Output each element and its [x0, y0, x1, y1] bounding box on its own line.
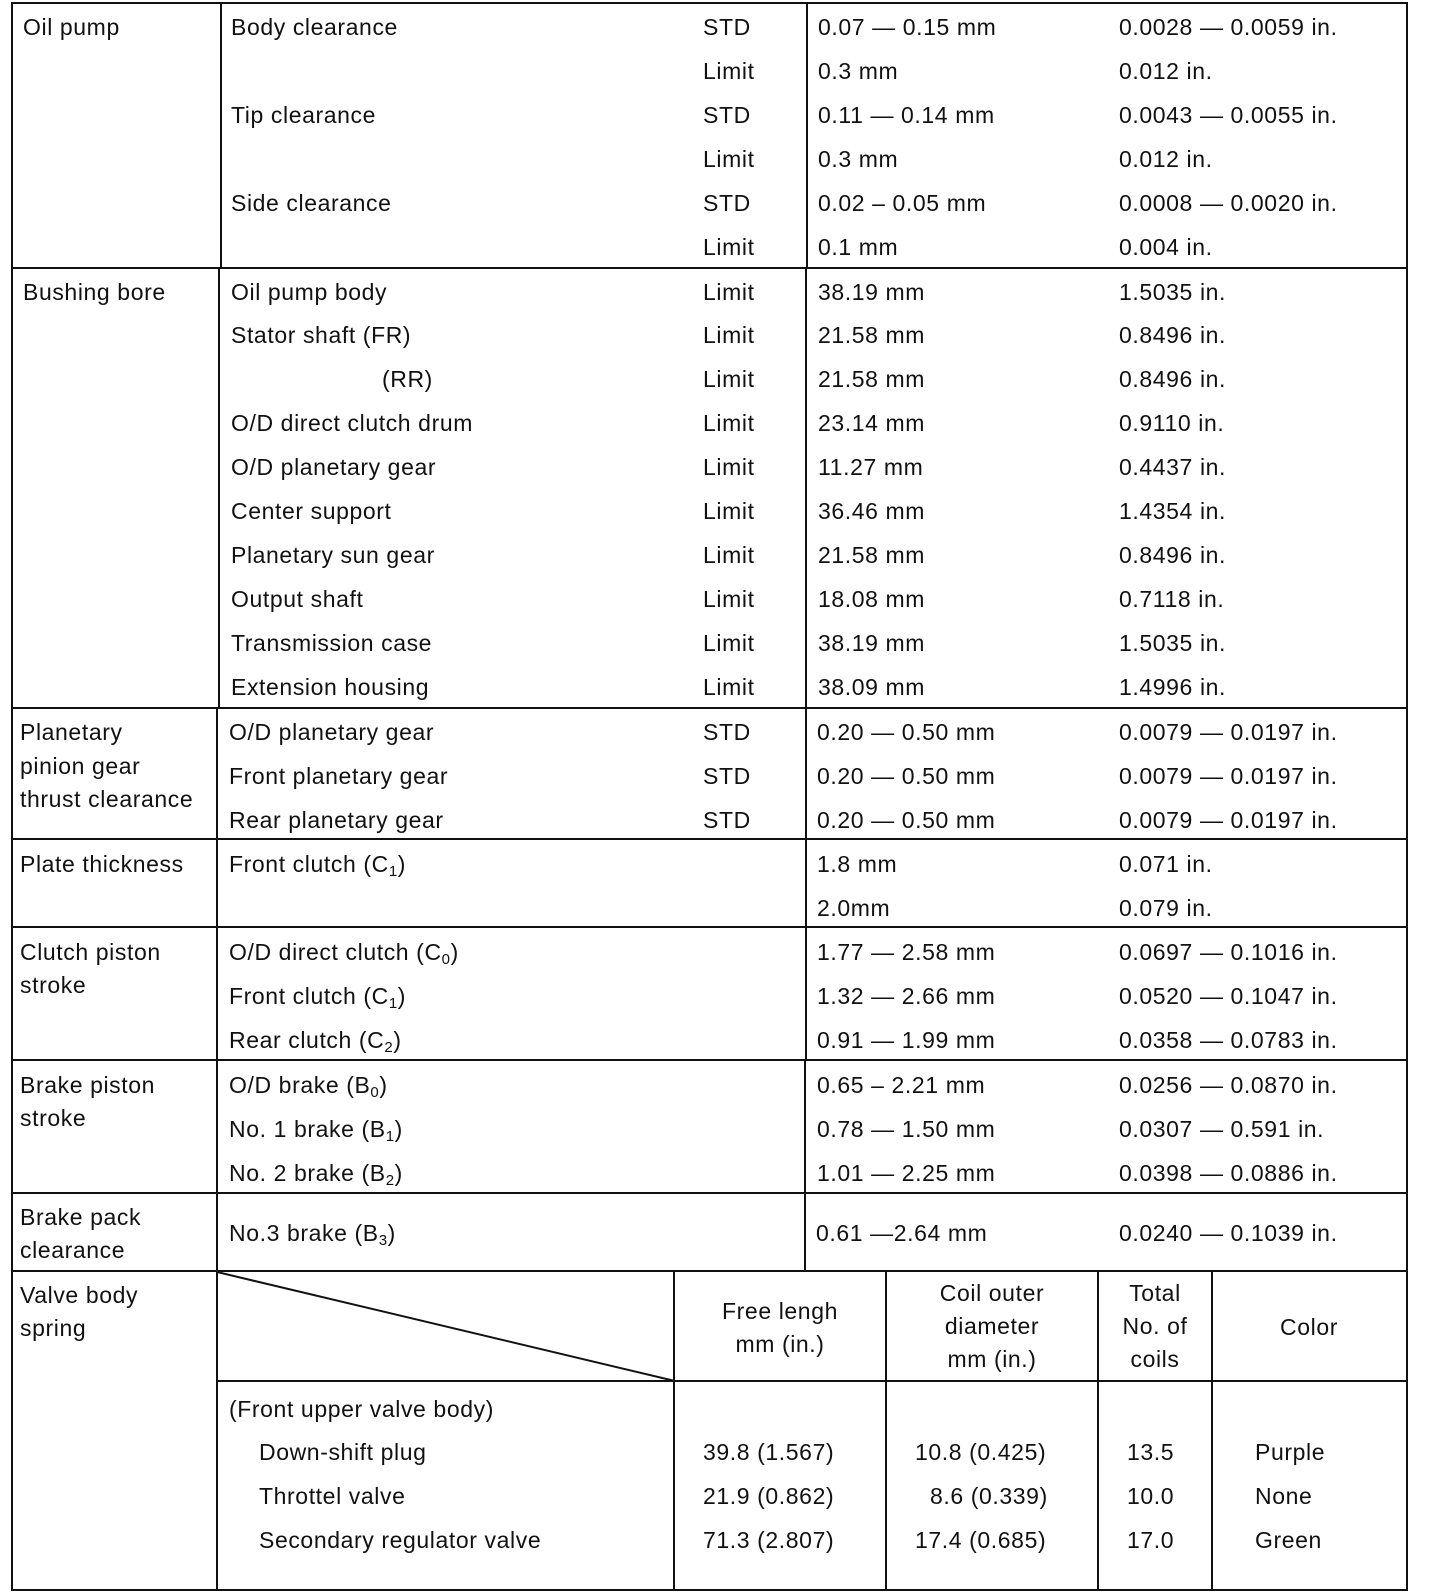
header-line: mm (in.) — [947, 1346, 1037, 1372]
value-mm: 0.11 — 0.14 mm — [818, 102, 995, 128]
value-mm: 0.61 —2.64 mm — [816, 1220, 988, 1246]
value-mm: 0.20 — 0.50 mm — [817, 719, 996, 745]
item-label: Transmission case — [231, 630, 433, 656]
item-label-end: ) — [393, 1027, 402, 1053]
table-row — [13, 234, 1406, 261]
kind-label: Limit — [703, 498, 755, 524]
section-valve-body-spring — [13, 1272, 1406, 1591]
header-line: Free lengh — [722, 1298, 838, 1324]
table-row — [13, 146, 1406, 173]
item-label-sub: 2 — [384, 1039, 394, 1056]
item-label — [229, 851, 406, 878]
value-in: 0.8496 in. — [1119, 366, 1227, 392]
spring-name: Secondary regulator valve — [259, 1527, 542, 1553]
item-label: Body clearance — [231, 14, 398, 40]
table-row — [13, 939, 1406, 966]
value-mm: 23.14 mm — [818, 410, 926, 436]
item-label-end: ) — [397, 851, 407, 877]
value-mm: 1.01 — 2.25 mm — [817, 1160, 996, 1186]
value-in: 0.012 in. — [1119, 58, 1213, 84]
item-label-base: O/D brake (B — [229, 1072, 371, 1098]
value-mm: 18.08 mm — [818, 586, 926, 612]
header-line: diameter — [944, 1313, 1040, 1339]
value-mm: 0.1 mm — [818, 234, 899, 260]
table-row — [13, 366, 1406, 393]
kind-label: Limit — [703, 366, 755, 392]
table-row — [13, 322, 1406, 349]
coil-count: 13.5 — [1127, 1439, 1175, 1465]
value-in: 0.0256 — 0.0870 in. — [1119, 1072, 1338, 1098]
value-mm: 0.78 — 1.50 mm — [817, 1116, 996, 1142]
table-row — [13, 674, 1406, 701]
value-in: 0.0307 — 0.591 in. — [1119, 1116, 1325, 1142]
section-title-line: clearance — [20, 1237, 126, 1263]
value-in: 0.004 in. — [1119, 234, 1213, 260]
kind-label: STD — [703, 190, 751, 216]
value-in: 0.0697 — 0.1016 in. — [1119, 939, 1338, 965]
value-in: 0.0079 — 0.0197 in. — [1119, 719, 1338, 745]
header-line: No. of — [1122, 1313, 1188, 1339]
value-in: 0.0028 — 0.0059 in. — [1119, 14, 1338, 40]
value-mm: 38.19 mm — [818, 279, 926, 305]
item-label: Center support — [231, 498, 392, 524]
kind-label: Limit — [703, 322, 755, 348]
spring-name: Down-shift plug — [259, 1439, 427, 1465]
kind-label: Limit — [703, 234, 755, 260]
section-clutch-stroke — [13, 928, 1406, 1061]
kind-label: Limit — [703, 454, 755, 480]
item-label — [229, 1220, 396, 1247]
item-label — [229, 1160, 403, 1187]
table-row — [13, 454, 1406, 481]
section-title-line: spring — [20, 1315, 87, 1341]
item-label-end: ) — [397, 983, 407, 1009]
header-color — [1213, 1314, 1405, 1341]
item-label: Stator shaft (FR) — [231, 322, 412, 348]
coil-count: 10.0 — [1127, 1483, 1175, 1509]
table-row — [13, 542, 1406, 569]
table-row — [13, 763, 1406, 790]
value-mm: 0.20 — 0.50 mm — [817, 807, 996, 833]
value-mm: 0.07 — 0.15 mm — [818, 14, 997, 40]
value-mm: 38.09 mm — [818, 674, 926, 700]
kind-label: STD — [703, 763, 751, 789]
value-mm: 38.19 mm — [818, 630, 926, 656]
table-row — [13, 1527, 1406, 1554]
spring-color: Green — [1255, 1527, 1322, 1553]
item-label: O/D planetary gear — [229, 719, 435, 745]
spec-table — [11, 2, 1408, 1591]
item-label-sub: 3 — [378, 1232, 388, 1249]
kind-label: Limit — [703, 630, 755, 656]
value-mm: 0.20 — 0.50 mm — [817, 763, 996, 789]
section-brake-pack — [13, 1194, 1406, 1272]
value-in: 0.0398 — 0.0886 in. — [1119, 1160, 1338, 1186]
coil-count: 17.0 — [1127, 1527, 1175, 1553]
header-line: Color — [1280, 1314, 1338, 1340]
table-row — [13, 279, 1406, 306]
section-title-line: thrust clearance — [20, 786, 194, 812]
item-label-end: ) — [394, 1116, 403, 1142]
kind-label: STD — [703, 719, 751, 745]
item-label: Side clearance — [231, 190, 392, 216]
table-row — [13, 1160, 1406, 1187]
section-title: Plate thickness — [20, 851, 184, 877]
item-label: Front planetary gear — [229, 763, 449, 789]
value-in: 0.8496 in. — [1119, 542, 1227, 568]
value-in: 0.0520 — 0.1047 in. — [1119, 983, 1338, 1009]
kind-label: Limit — [703, 146, 755, 172]
spring-color: None — [1255, 1483, 1313, 1509]
item-label: Tip clearance — [231, 102, 377, 128]
spring-name: Throttel valve — [259, 1483, 406, 1509]
value-mm: 0.3 mm — [818, 146, 899, 172]
item-label-base: No. 1 brake (B — [229, 1116, 386, 1142]
section-plate-thickness — [13, 840, 1406, 928]
value-in: 0.0043 — 0.0055 in. — [1119, 102, 1338, 128]
value-in: 1.4996 in. — [1119, 674, 1227, 700]
item-label-base: No. 2 brake (B — [229, 1160, 386, 1186]
section-title-line: pinion gear — [20, 753, 141, 779]
value-mm: 0.65 – 2.21 mm — [817, 1072, 986, 1098]
table-row — [13, 1072, 1406, 1099]
item-label: Output shaft — [231, 586, 364, 612]
item-label-end: ) — [394, 1160, 403, 1186]
value-mm: 1.32 — 2.66 mm — [817, 983, 996, 1009]
value-in: 0.4437 in. — [1119, 454, 1227, 480]
table-row — [13, 1483, 1406, 1510]
kind-label: Limit — [703, 542, 755, 568]
kind-label: STD — [703, 102, 751, 128]
value-in: 0.0358 — 0.0783 in. — [1119, 1027, 1338, 1053]
item-label-end: ) — [450, 939, 459, 965]
item-label: (RR) — [382, 366, 433, 392]
item-label: Planetary sun gear — [231, 542, 435, 568]
item-label-sub: 2 — [385, 1172, 395, 1189]
item-label-end: ) — [379, 1072, 388, 1098]
section-title-line: Clutch piston — [20, 939, 161, 965]
header-line: mm (in.) — [735, 1331, 825, 1357]
value-in: 0.012 in. — [1119, 146, 1213, 172]
value-mm: 21.58 mm — [818, 542, 926, 568]
value-in: 0.8496 in. — [1119, 322, 1227, 348]
header-coil-outer — [887, 1280, 1097, 1373]
coil-outer: 10.8 (0.425) — [915, 1439, 1047, 1465]
section-planetary-thrust — [13, 709, 1406, 840]
value-in: 1.4354 in. — [1119, 498, 1227, 524]
item-label: Extension housing — [231, 674, 430, 700]
header-line: coils — [1130, 1346, 1180, 1372]
header-free-length — [675, 1298, 885, 1358]
item-label — [229, 939, 459, 966]
value-mm: 1.8 mm — [817, 851, 898, 877]
item-label: Rear planetary gear — [229, 807, 444, 833]
value-in: 1.5035 in. — [1119, 630, 1227, 656]
header-line: Coil outer — [939, 1280, 1045, 1306]
value-in: 0.9110 in. — [1119, 410, 1225, 436]
value-mm: 21.58 mm — [818, 322, 926, 348]
value-in: 0.0008 — 0.0020 in. — [1119, 190, 1338, 216]
value-in: 0.0079 — 0.0197 in. — [1119, 763, 1338, 789]
value-in: 0.071 in. — [1119, 851, 1213, 877]
item-label-end: ) — [387, 1220, 396, 1246]
value-mm: 0.91 — 1.99 mm — [817, 1027, 996, 1053]
section-title-line: Brake piston — [20, 1072, 156, 1098]
item-label-sub: 1 — [388, 863, 398, 880]
value-in: 0.7118 in. — [1119, 586, 1225, 612]
item-label — [229, 1072, 388, 1099]
header-line: Total — [1129, 1280, 1181, 1306]
table-row — [13, 1116, 1406, 1143]
item-label-sub: 0 — [370, 1084, 380, 1101]
table-row — [13, 14, 1406, 41]
table-row — [13, 807, 1406, 834]
item-label: Oil pump body — [231, 279, 388, 305]
section-title-line: stroke — [20, 972, 87, 998]
kind-label: STD — [703, 807, 751, 833]
item-label — [229, 1027, 402, 1054]
coil-outer: 8.6 (0.339) — [930, 1483, 1048, 1509]
header-total-coils — [1099, 1280, 1211, 1373]
item-label — [229, 983, 406, 1010]
value-mm: 11.27 mm — [818, 454, 924, 480]
section-title-line: Brake pack — [20, 1204, 142, 1230]
kind-label: Limit — [703, 279, 755, 305]
section-title-line: Valve body — [20, 1282, 139, 1308]
table-row — [13, 58, 1406, 85]
section-title-line: Planetary — [20, 719, 123, 745]
section-bushing-bore — [13, 269, 1406, 709]
table-row — [13, 190, 1406, 217]
item-label-sub: 1 — [385, 1128, 395, 1145]
value-in: 0.0079 — 0.0197 in. — [1119, 807, 1338, 833]
kind-label: Limit — [703, 674, 755, 700]
value-in: 0.0240 — 0.1039 in. — [1119, 1220, 1338, 1246]
value-in: 0.079 in. — [1119, 895, 1213, 921]
value-mm: 2.0mm — [817, 895, 891, 921]
table-row — [13, 983, 1406, 1010]
coil-outer: 17.4 (0.685) — [915, 1527, 1047, 1553]
free-length: 21.9 (0.862) — [703, 1483, 835, 1509]
table-row — [13, 410, 1406, 437]
table-row — [13, 498, 1406, 525]
kind-label: Limit — [703, 58, 755, 84]
value-mm: 0.3 mm — [818, 58, 899, 84]
value-in: 1.5035 in. — [1119, 279, 1227, 305]
item-label-base: No.3 brake (B — [229, 1220, 379, 1246]
value-mm: 36.46 mm — [818, 498, 926, 524]
item-label-sub: 0 — [441, 951, 451, 968]
item-label: O/D direct clutch drum — [231, 410, 473, 436]
section-title: Oil pump — [23, 14, 120, 40]
section-title-line: stroke — [20, 1105, 87, 1131]
item-label-base: Rear clutch (C — [229, 1027, 385, 1053]
free-length: 71.3 (2.807) — [703, 1527, 835, 1553]
group-label: (Front upper valve body) — [229, 1396, 494, 1422]
section-title: Bushing bore — [23, 279, 166, 305]
value-mm: 21.58 mm — [818, 366, 926, 392]
item-label: O/D planetary gear — [231, 454, 437, 480]
kind-label: Limit — [703, 586, 755, 612]
table-row — [13, 102, 1406, 129]
table-row — [13, 1439, 1406, 1466]
free-length: 39.8 (1.567) — [703, 1439, 835, 1465]
item-label-base: Front clutch (C — [229, 983, 389, 1009]
kind-label: Limit — [703, 410, 755, 436]
item-label-base: Front clutch (C — [229, 851, 389, 877]
item-label-base: O/D direct clutch (C — [229, 939, 442, 965]
header-diagonal-line — [217, 1272, 676, 1382]
table-row — [13, 630, 1406, 657]
item-label-sub: 1 — [388, 995, 398, 1012]
section-brake-stroke — [13, 1061, 1406, 1194]
value-mm: 1.77 — 2.58 mm — [817, 939, 996, 965]
table-row — [13, 586, 1406, 613]
table-row — [13, 1027, 1406, 1054]
spring-color: Purple — [1255, 1439, 1326, 1465]
kind-label: STD — [703, 14, 751, 40]
value-mm: 0.02 – 0.05 mm — [818, 190, 987, 216]
table-row — [13, 719, 1406, 746]
item-label — [229, 1116, 403, 1143]
section-oil-pump — [13, 4, 1406, 269]
